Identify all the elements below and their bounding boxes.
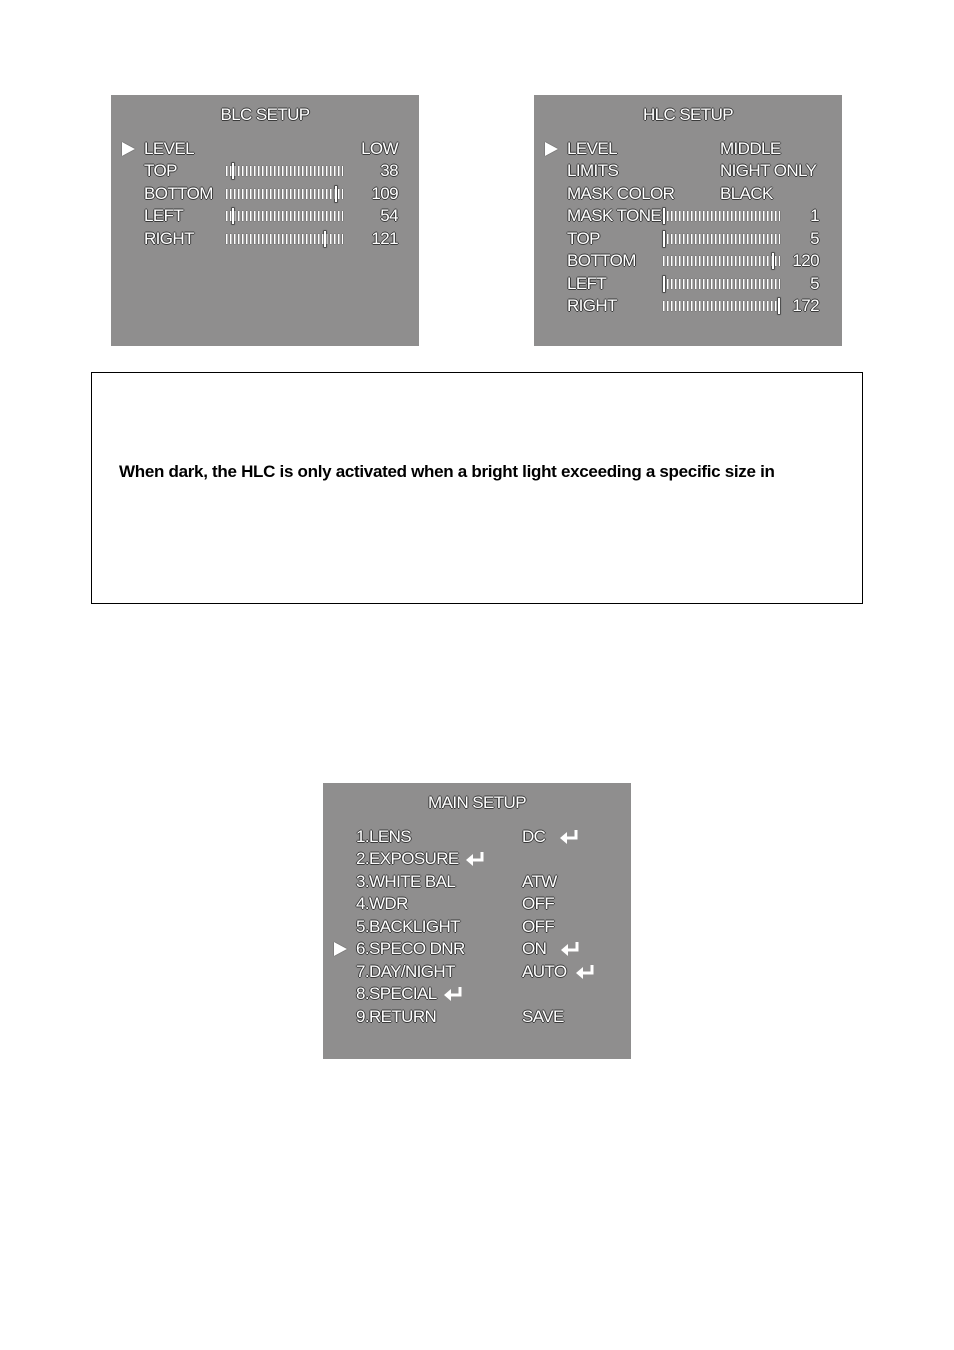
hlc-level-row[interactable]	[567, 138, 819, 160]
blc-top-row[interactable]	[144, 160, 398, 182]
main-day-night-label: 7.DAY/NIGHT	[356, 962, 455, 981]
blc-left-row[interactable]	[144, 205, 398, 227]
slider-thumb[interactable]	[232, 208, 234, 224]
blc-level-value: LOW	[361, 139, 398, 158]
blc-right-slider[interactable]	[226, 234, 343, 244]
hlc-top-slider[interactable]	[663, 234, 780, 244]
hlc-limits-row[interactable]	[567, 160, 819, 182]
blc-setup-title: BLC SETUP	[220, 105, 310, 124]
blc-top-slider[interactable]	[226, 166, 343, 176]
hlc-left-slider[interactable]	[663, 279, 780, 289]
slider-thumb[interactable]	[663, 276, 665, 292]
note-box	[91, 372, 863, 604]
selection-cursor-icon	[122, 142, 135, 156]
main-special-row[interactable]	[356, 983, 616, 1005]
note-text: When dark, the HLC is only activated when a bright light exceeding a specific size in	[119, 462, 775, 481]
hlc-setup-title: HLC SETUP	[642, 105, 733, 124]
slider-thumb[interactable]	[778, 298, 780, 314]
main-day-night-value-group	[522, 961, 595, 983]
hlc-right-value: 172	[792, 296, 819, 315]
blc-left-label: LEFT	[144, 206, 184, 225]
hlc-level-label: LEVEL	[567, 139, 617, 158]
main-exposure-label: 2.EXPOSURE	[356, 849, 459, 868]
hlc-left-value: 5	[810, 274, 819, 293]
main-setup-title: MAIN SETUP	[428, 793, 526, 812]
hlc-right-label: RIGHT	[567, 296, 617, 315]
main-white-bal-row[interactable]	[356, 871, 616, 893]
hlc-left-row[interactable]	[567, 273, 819, 295]
hlc-bottom-slider[interactable]	[663, 256, 780, 266]
main-day-night-row[interactable]	[356, 961, 616, 983]
slider-thumb[interactable]	[232, 163, 234, 179]
blc-bottom-slider[interactable]	[226, 189, 343, 199]
main-speco-dnr-row[interactable]	[356, 938, 616, 960]
blc-level-label: LEVEL	[144, 139, 194, 158]
main-white-bal-value: ATW	[522, 872, 557, 891]
main-lens-label: 1.LENS	[356, 827, 411, 846]
main-day-night-value: AUTO	[522, 962, 567, 981]
hlc-bottom-row[interactable]	[567, 250, 819, 272]
blc-right-row[interactable]	[144, 228, 398, 250]
enter-return-icon[interactable]	[443, 985, 463, 1001]
main-exposure-row[interactable]	[356, 848, 616, 870]
main-lens-value-group	[522, 826, 579, 848]
main-special-label-group	[356, 983, 463, 1005]
main-return-row[interactable]	[356, 1006, 616, 1028]
hlc-mask-color-value: BLACK	[720, 184, 773, 203]
enter-return-icon[interactable]	[559, 828, 579, 844]
hlc-top-row[interactable]	[567, 228, 819, 250]
hlc-limits-value: NIGHT ONLY	[720, 161, 817, 180]
blc-level-row[interactable]	[144, 138, 398, 160]
main-speco-dnr-value-group	[522, 938, 580, 960]
main-backlight-row[interactable]	[356, 916, 616, 938]
blc-right-value: 121	[371, 229, 398, 248]
hlc-mask-tone-label: MASK TONE	[567, 206, 662, 225]
main-return-label: 9.RETURN	[356, 1007, 437, 1026]
main-special-label: 8.SPECIAL	[356, 984, 437, 1003]
hlc-bottom-label: BOTTOM	[567, 251, 636, 270]
main-return-value: SAVE	[522, 1007, 564, 1026]
blc-bottom-label: BOTTOM	[144, 184, 213, 203]
blc-bottom-value: 109	[371, 184, 398, 203]
blc-left-value: 54	[380, 206, 398, 225]
main-speco-dnr-label: 6.SPECO DNR	[356, 939, 465, 958]
blc-top-value: 38	[380, 161, 398, 180]
main-white-bal-label: 3.WHITE BAL	[356, 872, 456, 891]
main-exposure-label-group	[356, 848, 485, 870]
main-setup-menu	[323, 783, 631, 1059]
hlc-mask-tone-row[interactable]	[567, 205, 819, 227]
blc-top-label: TOP	[144, 161, 177, 180]
hlc-limits-label: LIMITS	[567, 161, 619, 180]
hlc-mask-tone-value: 1	[810, 206, 819, 225]
selection-cursor-icon	[334, 942, 347, 956]
main-speco-dnr-value: ON	[522, 939, 547, 958]
enter-return-icon[interactable]	[575, 963, 595, 979]
main-backlight-value: OFF	[522, 917, 555, 936]
main-lens-row[interactable]	[356, 826, 616, 848]
blc-setup-menu	[111, 95, 419, 346]
slider-thumb[interactable]	[335, 186, 337, 202]
hlc-left-label: LEFT	[567, 274, 607, 293]
enter-return-icon[interactable]	[465, 850, 485, 866]
main-wdr-row[interactable]	[356, 893, 616, 915]
hlc-level-value: MIDDLE	[720, 139, 781, 158]
slider-thumb[interactable]	[324, 231, 326, 247]
slider-thumb[interactable]	[663, 231, 665, 247]
selection-cursor-icon	[545, 142, 558, 156]
hlc-top-value: 5	[810, 229, 819, 248]
main-lens-value: DC	[522, 827, 546, 846]
hlc-top-label: TOP	[567, 229, 600, 248]
blc-right-label: RIGHT	[144, 229, 194, 248]
main-wdr-label: 4.WDR	[356, 894, 408, 913]
main-wdr-value: OFF	[522, 894, 555, 913]
hlc-mask-color-row[interactable]	[567, 183, 819, 205]
enter-return-icon[interactable]	[560, 940, 580, 956]
blc-left-slider[interactable]	[226, 211, 343, 221]
slider-thumb[interactable]	[663, 208, 665, 224]
slider-thumb[interactable]	[772, 253, 774, 269]
hlc-mask-color-label: MASK COLOR	[567, 184, 675, 203]
blc-bottom-row[interactable]	[144, 183, 398, 205]
hlc-right-slider[interactable]	[663, 301, 780, 311]
hlc-bottom-value: 120	[792, 251, 819, 270]
main-backlight-label: 5.BACKLIGHT	[356, 917, 460, 936]
hlc-right-row[interactable]	[567, 295, 819, 317]
hlc-setup-menu	[534, 95, 842, 346]
hlc-mask-tone-slider[interactable]	[663, 211, 780, 221]
